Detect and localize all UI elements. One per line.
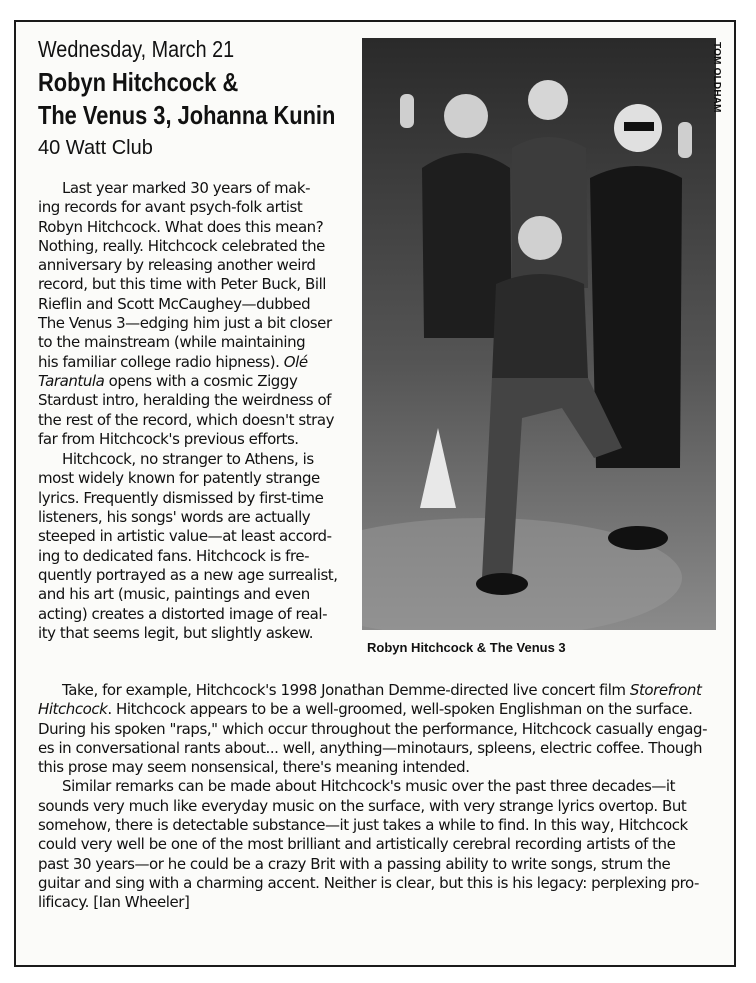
text-line: The Venus 3—edging him just a bit closer: [38, 314, 332, 333]
text-line: lificacy. [Ian Wheeler]: [38, 893, 190, 912]
text-line: the rest of the record, which doesn't stray: [38, 410, 335, 429]
text-line: Robyn Hitchcock. What does this mean?: [38, 217, 324, 236]
text-line: [38, 372, 358, 391]
text-segment: his familiar college radio hipness).: [38, 352, 284, 371]
text-line: Nothing, really. Hitchcock celebrated the: [38, 236, 325, 255]
paragraph-1: [38, 179, 358, 449]
article-column: [38, 179, 358, 643]
text-line: quently portrayed as a new age surrealist,: [38, 565, 338, 584]
article-full-width: [38, 681, 728, 913]
text-line: guitar and sing with a charming accent. Neither is clear, but this is his legacy: perplexing pro-: [38, 873, 700, 892]
text-line: and his art (music, paintings and even: [38, 585, 310, 604]
text-line: sounds very much like everyday music on the surface, with very strange lyrics overtop. But: [38, 796, 687, 815]
text-line: somehow, there is detectable substance—it just takes a while to find. In this way, Hitchcock: [38, 816, 688, 835]
film-title-part-2: Hitchcock: [38, 700, 108, 719]
text-line: this prose may seem nonsensical, there's meaning intended.: [38, 758, 470, 777]
text-line: [38, 353, 358, 372]
event-venue: 40 Watt Club: [38, 137, 153, 159]
band-photo: [362, 38, 716, 630]
text-line: listeners, his songs' words are actually: [38, 508, 311, 527]
text-line: ing to dedicated fans. Hitchcock is fre-: [38, 546, 310, 565]
event-title-line-2: The Venus 3, Johanna Kunin: [38, 100, 336, 130]
text-line: [38, 681, 728, 700]
text-line: Hitchcock, no stranger to Athens, is: [62, 450, 314, 469]
album-title-part-1: Olé: [283, 352, 308, 371]
photo-caption: Robyn Hitchcock & The Venus 3: [367, 640, 566, 655]
event-title-line-1: Robyn Hitchcock &: [38, 67, 239, 97]
event-title: [38, 66, 335, 132]
text-line: ing records for avant psych-folk artist: [38, 198, 303, 217]
text-line: most widely known for patently strange: [38, 469, 320, 488]
text-line: During his spoken "raps," which occur throughout the performance, Hitchcock casually engag-: [38, 719, 708, 738]
text-segment: . Hitchcock appears to be a well-groomed, well-spoken Englishman on the surface.: [107, 700, 693, 719]
text-line: es in conversational rants about... well, anything—minotaurs, spleens, electric coffee. Though: [38, 738, 703, 757]
text-line: far from Hitchcock's previous efforts.: [38, 429, 299, 448]
text-line: Stardust intro, heralding the weirdness of: [38, 391, 332, 410]
text-segment: Take, for example, Hitchcock's 1998 Jonathan Demme-directed live concert film: [62, 681, 630, 699]
text-line: anniversary by releasing another weird: [38, 256, 316, 275]
paragraph-4: [38, 777, 728, 912]
text-line: Rieflin and Scott McCaughey—dubbed: [38, 294, 311, 313]
paragraph-3: [38, 681, 728, 777]
text-line: past 30 years—or he could be a crazy Brit with a passing ability to write songs, strum the: [38, 854, 671, 873]
paragraph-2: [38, 450, 358, 643]
band-photo-illustration: [362, 38, 716, 630]
text-line: ity that seems legit, but slightly askew.: [38, 623, 314, 642]
text-line: lyrics. Frequently dismissed by first-time: [38, 488, 324, 507]
text-line: steeped in artistic value—at least accord-: [38, 527, 332, 546]
text-line: acting) creates a distorted image of real-: [38, 604, 328, 623]
album-title-part-2: Tarantula: [38, 371, 105, 390]
event-date: Wednesday, March 21: [38, 36, 235, 62]
text-line: Last year marked 30 years of mak-: [62, 179, 311, 197]
text-line: record, but this time with Peter Buck, Bill: [38, 275, 327, 294]
text-line: [38, 700, 728, 719]
film-title-part-1: Storefront: [629, 681, 702, 699]
photo-credit: TOM OLDHAM: [711, 42, 722, 113]
text-line: to the mainstream (while maintaining: [38, 333, 306, 352]
text-segment: opens with a cosmic Ziggy: [104, 371, 298, 390]
text-line: could very well be one of the most brilliant and artistically cerebral recording artists of the: [38, 835, 676, 854]
text-line: Similar remarks can be made about Hitchcock's music over the past three decades—it: [62, 777, 676, 796]
